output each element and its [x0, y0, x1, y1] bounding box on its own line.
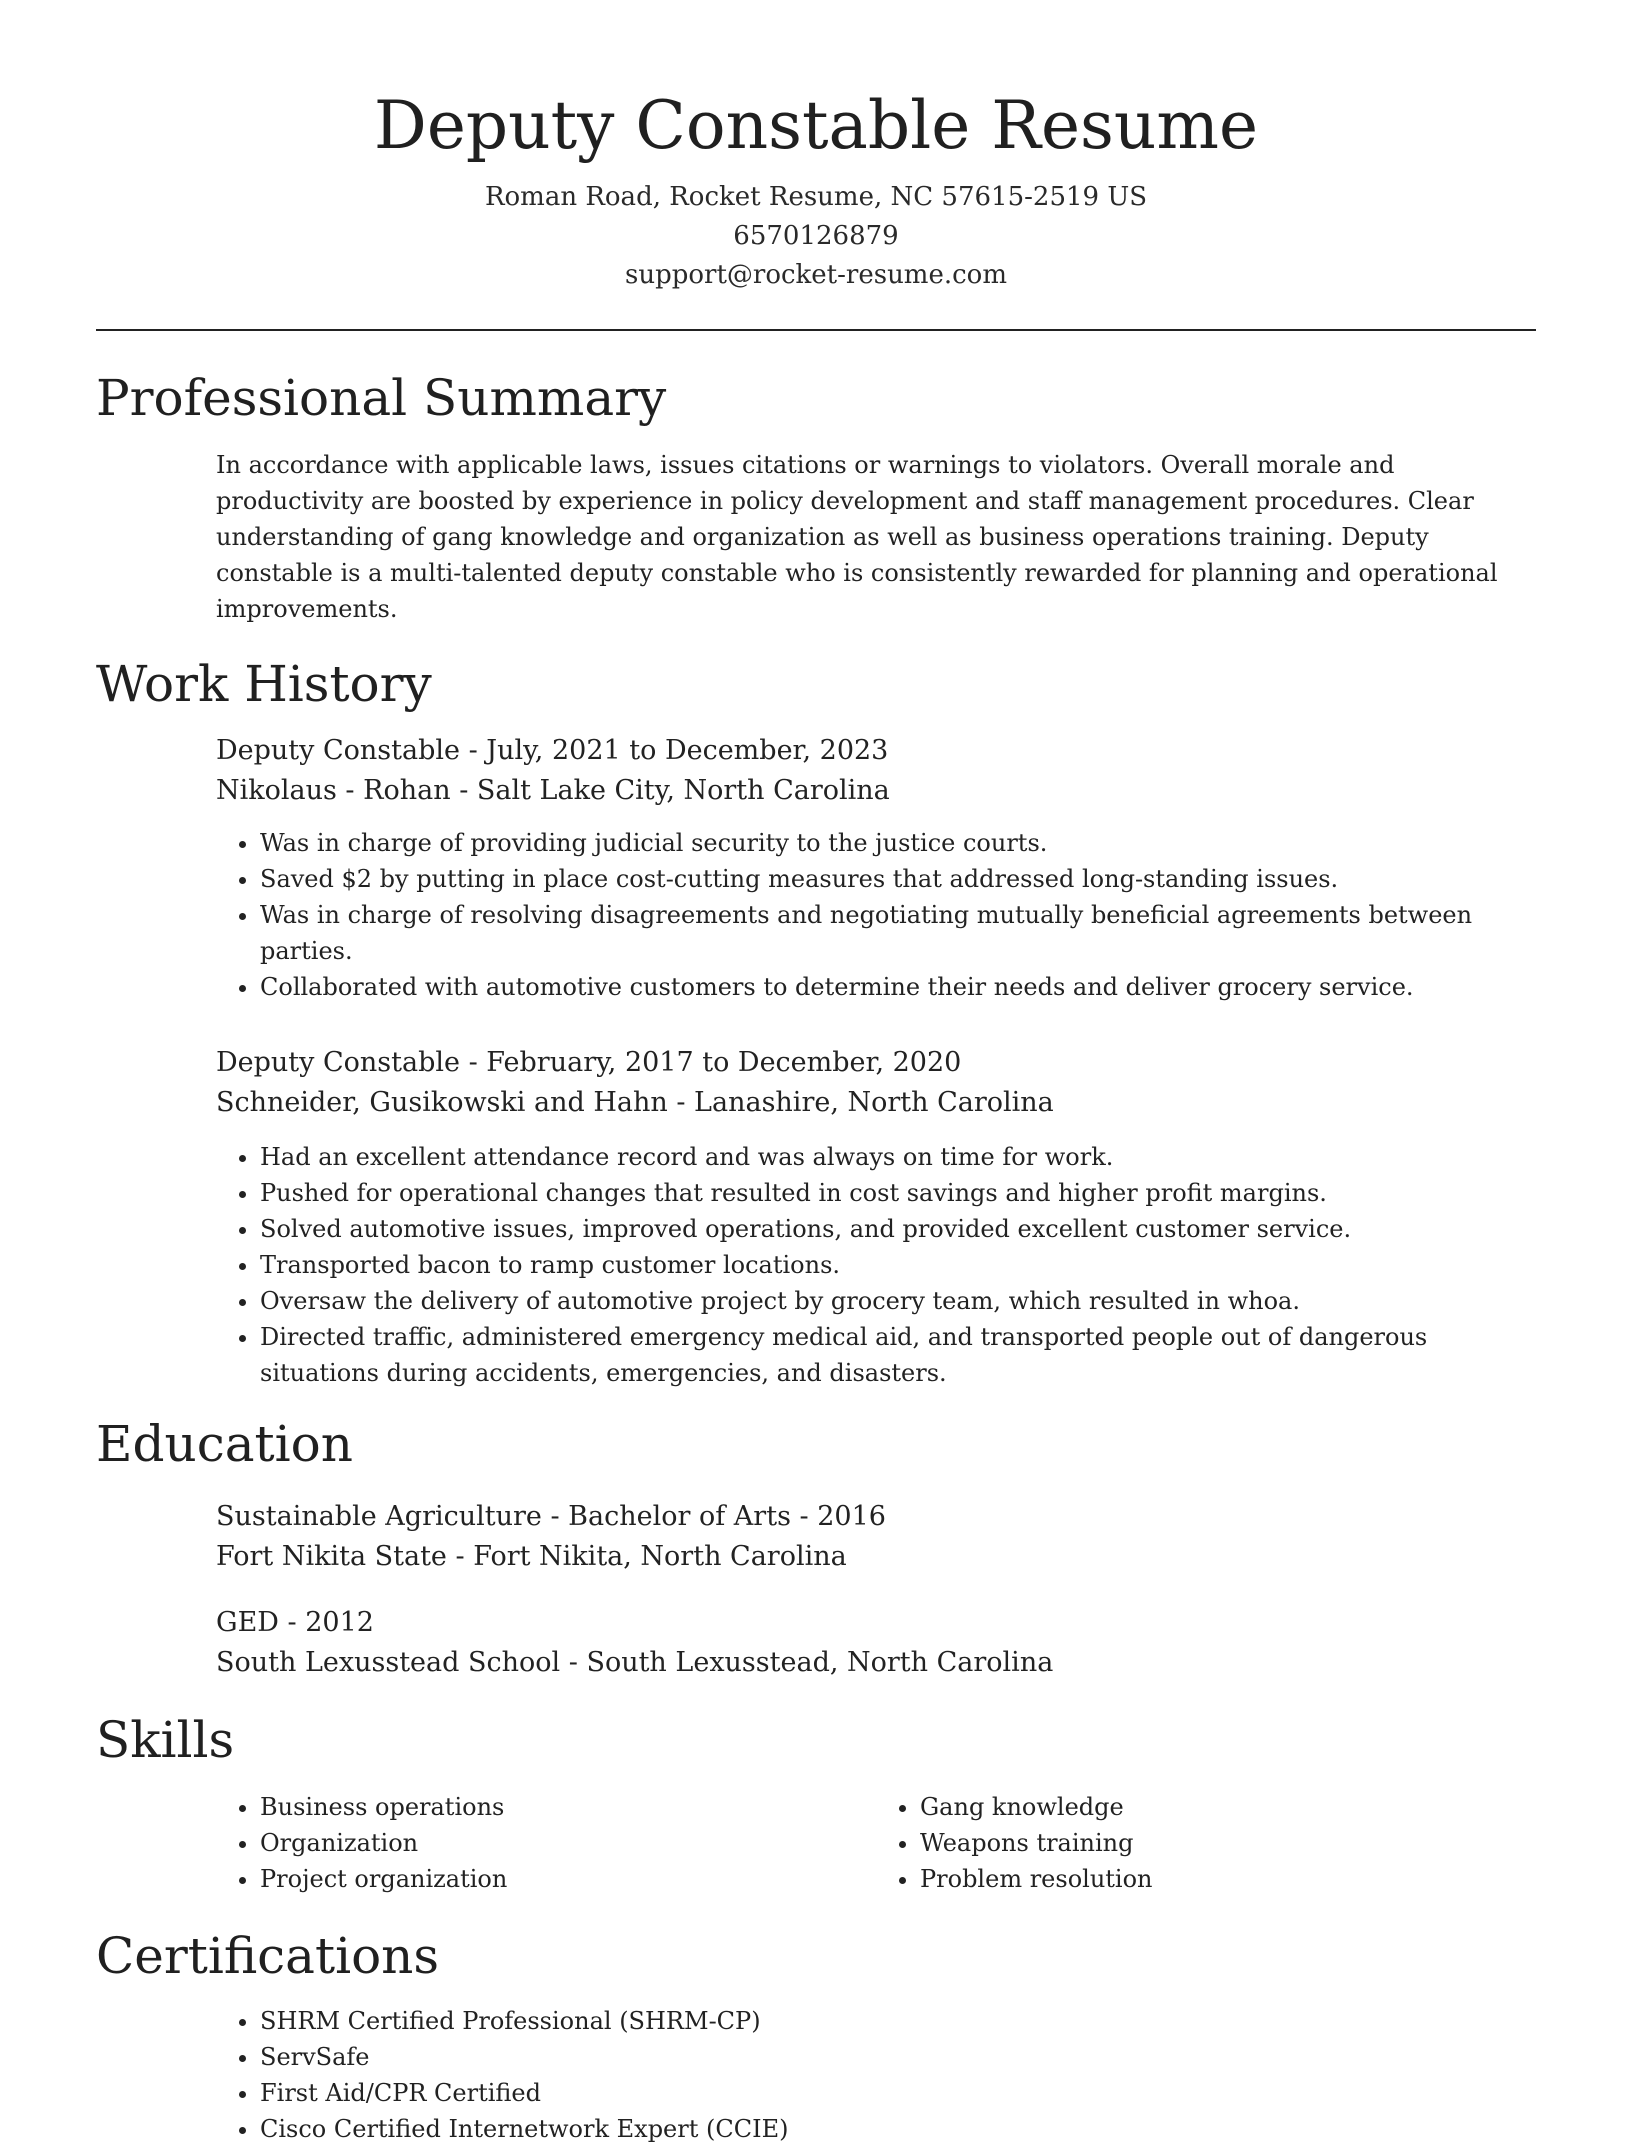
- list-item: • Organization: [260, 1825, 876, 1861]
- job-company: Nikolaus - Rohan: [216, 775, 451, 806]
- list-item: • SHRM Certified Professional (SHRM-CP): [260, 2003, 1536, 2039]
- summary-heading: Professional Summary: [96, 369, 667, 427]
- contact-email: support@rocket-resume.com: [624, 260, 1007, 290]
- education-degree: GED: [216, 1607, 279, 1638]
- header-divider: [96, 329, 1536, 331]
- list-item: • Gang knowledge: [920, 1789, 1536, 1825]
- education-school-line: [216, 1643, 1536, 1683]
- job-entry: [216, 1043, 1536, 1391]
- education-heading: Education: [96, 1415, 353, 1473]
- list-item: • Collaborated with automotive customers to determine their needs and deliver grocery service.: [260, 969, 1536, 1005]
- education-school: Fort Nikita State: [216, 1541, 447, 1572]
- job-bullets: [216, 825, 1536, 1005]
- job-dates: - July, 2021 to December, 2023: [460, 735, 889, 766]
- education-degree-line: [216, 1497, 1536, 1537]
- list-item: • Was in charge of providing judicial security to the justice courts.: [260, 825, 1536, 861]
- list-item: • Saved $2 by putting in place cost-cutting measures that addressed long-standing issues.: [260, 861, 1536, 897]
- list-item: • Weapons training: [920, 1825, 1536, 1861]
- resume-title: Deputy Constable Resume: [373, 87, 1259, 164]
- job-title-line: [216, 1043, 1536, 1083]
- education-location: - South Lexusstead, North Carolina: [560, 1647, 1054, 1678]
- list-item: • Business operations: [260, 1789, 876, 1825]
- list-item: • Cisco Certified Internetwork Expert (CCIE): [260, 2111, 1536, 2147]
- resume-header: [96, 0, 1536, 295]
- job-bullets: [216, 1139, 1536, 1391]
- contact-address: Roman Road, Rocket Resume, NC 57615-2519 US: [484, 182, 1148, 212]
- skills-column-left: [216, 1789, 876, 1897]
- education-location: - Fort Nikita, North Carolina: [446, 1541, 847, 1572]
- skills-grid: [216, 1789, 1536, 1897]
- job-entry: [216, 731, 1536, 1005]
- job-role: Deputy Constable: [216, 1047, 460, 1078]
- summary-text: In accordance with applicable laws, issues citations or warnings to violators. Overall morale and productivity are boosted by experience in policy development and staff management procedures. Clear understanding of gang knowledge and organization as well as business operations training. Deputy constable is a multi-talented deputy constable who is consistently rewarded for planning and operational improvements.: [216, 451, 1498, 623]
- certifications-block: [216, 2003, 1536, 2147]
- list-item: • First Aid/CPR Certified: [260, 2075, 1536, 2111]
- list-item: • Had an excellent attendance record and was always on time for work.: [260, 1139, 1536, 1175]
- contact-block: [96, 178, 1536, 295]
- list-item: • Directed traffic, administered emergency medical aid, and transported people out of dangerous situations during accidents, emergencies, and disasters.: [260, 1319, 1536, 1391]
- job-company-line: [216, 1083, 1536, 1123]
- skills-heading: Skills: [96, 1711, 235, 1769]
- education-degree-line: [216, 1603, 1536, 1643]
- education-entry: [216, 1497, 1536, 1577]
- job-title-line: [216, 731, 1536, 771]
- education-degree: Sustainable Agriculture - Bachelor of Arts: [216, 1501, 791, 1532]
- job-location: - Salt Lake City, North Carolina: [450, 775, 890, 806]
- job-company-line: [216, 771, 1536, 811]
- job-role: Deputy Constable: [216, 735, 460, 766]
- education-school: South Lexusstead School: [216, 1647, 561, 1678]
- work-history-heading: Work History: [96, 655, 432, 713]
- list-item: • Solved automotive issues, improved operations, and provided excellent customer service.: [260, 1211, 1536, 1247]
- job-dates: - February, 2017 to December, 2020: [460, 1047, 962, 1078]
- list-item: • Was in charge of resolving disagreements and negotiating mutually beneficial agreements between parties.: [260, 897, 1536, 969]
- contact-phone: 6570126879: [733, 221, 899, 251]
- skills-column-right: [876, 1789, 1536, 1897]
- list-item: • Problem resolution: [920, 1861, 1536, 1897]
- list-item: • ServSafe: [260, 2039, 1536, 2075]
- list-item: • Oversaw the delivery of automotive project by grocery team, which resulted in whoa.: [260, 1283, 1536, 1319]
- list-item: • Pushed for operational changes that resulted in cost savings and higher profit margins.: [260, 1175, 1536, 1211]
- list-item: • Project organization: [260, 1861, 876, 1897]
- education-year: - 2016: [790, 1501, 886, 1532]
- education-year: - 2012: [278, 1607, 374, 1638]
- education-entry: [216, 1603, 1536, 1683]
- job-location: - Lanashire, North Carolina: [667, 1087, 1054, 1118]
- list-item: • Transported bacon to ramp customer locations.: [260, 1247, 1536, 1283]
- resume-page: [96, 0, 1536, 2147]
- certifications-heading: Certifications: [96, 1927, 440, 1985]
- education-school-line: [216, 1537, 1536, 1577]
- certifications-list: [216, 2003, 1536, 2147]
- job-company: Schneider, Gusikowski and Hahn: [216, 1087, 668, 1118]
